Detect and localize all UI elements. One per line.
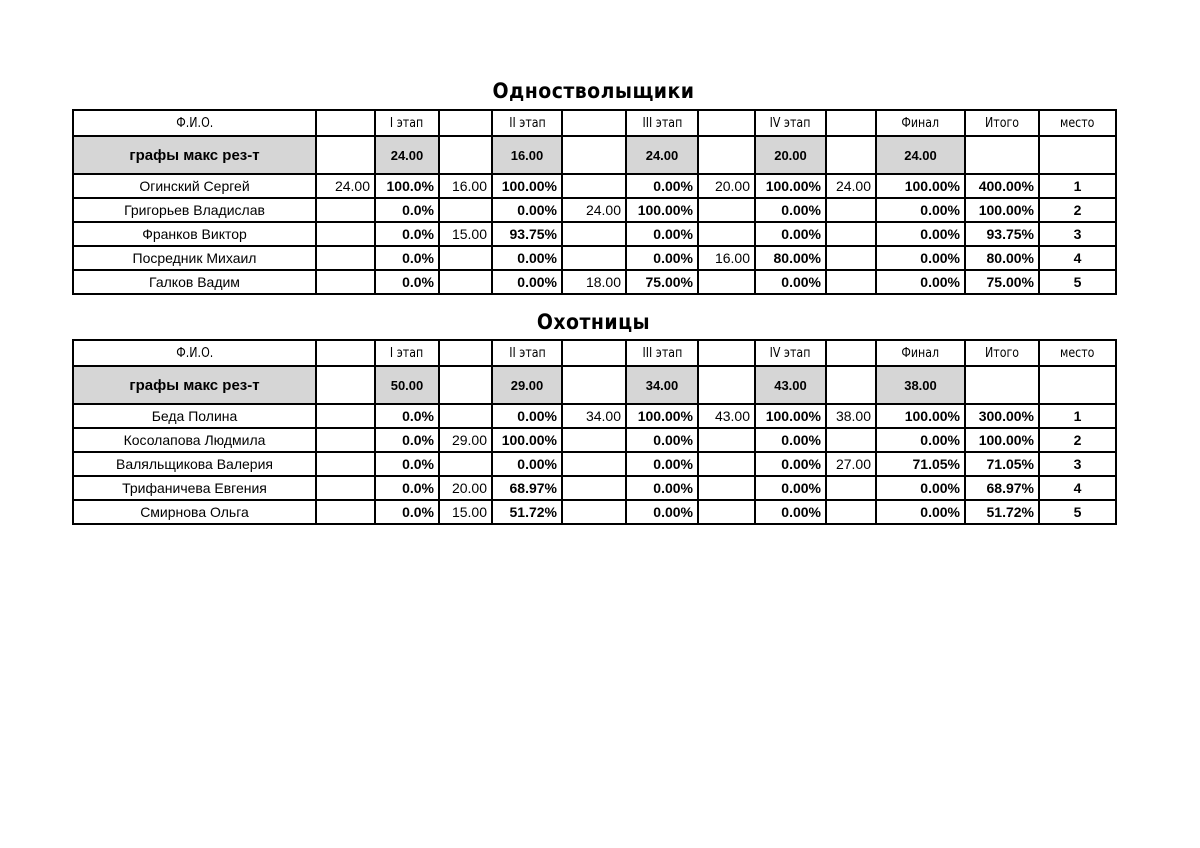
col-header-blank — [698, 340, 755, 366]
col-header-blank — [826, 110, 876, 136]
place-value: 4 — [1039, 476, 1116, 500]
stage2-score: 16.00 — [439, 174, 492, 198]
stage1-percent: 0.0% — [375, 404, 439, 428]
final-percent: 71.05% — [876, 452, 965, 476]
max-result-blank — [316, 366, 375, 404]
final-score — [826, 270, 876, 294]
final-percent: 0.00% — [876, 270, 965, 294]
col-header-blank — [316, 340, 375, 366]
stage4-score — [698, 476, 755, 500]
stage3-percent: 0.00% — [626, 428, 698, 452]
participant-row — [73, 198, 1116, 222]
stage1-percent: 0.0% — [375, 500, 439, 524]
participant-name: Смирнова Ольга — [73, 500, 316, 524]
final-percent: 100.00% — [876, 404, 965, 428]
stage2-score — [439, 404, 492, 428]
col-header-total-label: Итого — [984, 115, 1020, 131]
col-header-blank — [698, 110, 755, 136]
stage4-score — [698, 500, 755, 524]
col-header-place — [1039, 110, 1116, 136]
stage1-score — [316, 452, 375, 476]
stage4-score — [698, 198, 755, 222]
stage3-percent: 0.00% — [626, 246, 698, 270]
place-value: 5 — [1039, 270, 1116, 294]
results-table-single-barrel — [72, 109, 1117, 295]
max-result-value: 43.00 — [755, 366, 826, 404]
col-header-stage3-label: III этап — [642, 115, 682, 131]
col-header-blank — [439, 110, 492, 136]
participant-name: Огинский Сергей — [73, 174, 316, 198]
stage3-score — [562, 174, 626, 198]
stage1-score — [316, 428, 375, 452]
max-result-value: 24.00 — [876, 136, 965, 174]
participant-name: Галков Вадим — [73, 270, 316, 294]
col-header-stage4 — [755, 340, 826, 366]
stage3-percent: 100.00% — [626, 198, 698, 222]
stage1-percent: 0.0% — [375, 452, 439, 476]
col-header-blank — [826, 340, 876, 366]
max-result-row — [73, 366, 1116, 404]
stage4-score — [698, 270, 755, 294]
max-result-blank — [826, 366, 876, 404]
stage4-score: 43.00 — [698, 404, 755, 428]
max-result-blank — [698, 366, 755, 404]
final-score: 27.00 — [826, 452, 876, 476]
participant-row — [73, 174, 1116, 198]
participant-name: Трифаничева Евгения — [73, 476, 316, 500]
col-header-blank — [316, 110, 375, 136]
final-percent: 0.00% — [876, 198, 965, 222]
stage1-percent: 0.0% — [375, 476, 439, 500]
final-percent: 100.00% — [876, 174, 965, 198]
stage1-score — [316, 404, 375, 428]
col-header-fio — [73, 110, 316, 136]
stage4-percent: 100.00% — [755, 404, 826, 428]
col-header-fio-label: Ф.И.О. — [175, 345, 213, 361]
max-result-value: 34.00 — [626, 366, 698, 404]
max-result-value: 29.00 — [492, 366, 562, 404]
max-result-blank — [965, 366, 1039, 404]
final-score — [826, 500, 876, 524]
section-title-huntresses: Охотницы — [536, 310, 651, 334]
place-value: 3 — [1039, 452, 1116, 476]
place-value: 2 — [1039, 428, 1116, 452]
stage2-percent: 0.00% — [492, 270, 562, 294]
final-score — [826, 428, 876, 452]
col-header-total — [965, 110, 1039, 136]
stage2-score: 15.00 — [439, 222, 492, 246]
stage2-score: 29.00 — [439, 428, 492, 452]
stage3-score: 24.00 — [562, 198, 626, 222]
col-header-stage3 — [626, 340, 698, 366]
max-result-value: 20.00 — [755, 136, 826, 174]
final-score — [826, 222, 876, 246]
col-header-stage2-label: II этап — [508, 345, 546, 361]
participant-name: Франков Виктор — [73, 222, 316, 246]
stage4-percent: 0.00% — [755, 476, 826, 500]
col-header-stage4-label: IV этап — [770, 115, 811, 131]
stage1-percent: 0.0% — [375, 246, 439, 270]
col-header-stage3-label: III этап — [642, 345, 682, 361]
place-value: 1 — [1039, 404, 1116, 428]
max-result-value: 38.00 — [876, 366, 965, 404]
col-header-place-label: место — [1060, 115, 1095, 131]
max-result-blank — [562, 366, 626, 404]
final-score — [826, 476, 876, 500]
stage3-percent: 0.00% — [626, 500, 698, 524]
header-row — [73, 340, 1116, 366]
stage4-percent: 0.00% — [755, 500, 826, 524]
total-percent: 68.97% — [965, 476, 1039, 500]
stage3-percent: 0.00% — [626, 222, 698, 246]
max-result-blank — [1039, 366, 1116, 404]
final-score: 38.00 — [826, 404, 876, 428]
final-percent: 0.00% — [876, 222, 965, 246]
stage3-percent: 75.00% — [626, 270, 698, 294]
final-percent: 0.00% — [876, 246, 965, 270]
col-header-stage1 — [375, 340, 439, 366]
stage2-score — [439, 270, 492, 294]
stage1-percent: 0.0% — [375, 270, 439, 294]
stage2-percent: 0.00% — [492, 198, 562, 222]
stage3-score — [562, 500, 626, 524]
section-title-single-barrel: Одностволыщики — [492, 79, 695, 103]
col-header-stage1-label: I этап — [390, 345, 424, 361]
stage4-percent: 0.00% — [755, 428, 826, 452]
total-percent: 300.00% — [965, 404, 1039, 428]
stage4-percent: 80.00% — [755, 246, 826, 270]
stage2-percent: 100.00% — [492, 428, 562, 452]
max-result-blank — [316, 136, 375, 174]
stage4-score — [698, 428, 755, 452]
participant-row — [73, 500, 1116, 524]
participant-row — [73, 452, 1116, 476]
stage1-score — [316, 198, 375, 222]
stage3-score — [562, 246, 626, 270]
total-percent: 71.05% — [965, 452, 1039, 476]
total-percent: 80.00% — [965, 246, 1039, 270]
col-header-stage4-label: IV этап — [770, 345, 811, 361]
stage3-percent: 0.00% — [626, 476, 698, 500]
stage4-percent: 0.00% — [755, 452, 826, 476]
stage2-percent: 51.72% — [492, 500, 562, 524]
participant-row — [73, 246, 1116, 270]
col-header-fio-label: Ф.И.О. — [175, 115, 213, 131]
stage1-score — [316, 500, 375, 524]
stage1-score — [316, 222, 375, 246]
place-value: 4 — [1039, 246, 1116, 270]
total-percent: 100.00% — [965, 198, 1039, 222]
max-result-value: 50.00 — [375, 366, 439, 404]
total-percent: 51.72% — [965, 500, 1039, 524]
total-percent: 400.00% — [965, 174, 1039, 198]
stage3-score: 18.00 — [562, 270, 626, 294]
stage3-percent: 100.00% — [626, 404, 698, 428]
col-header-stage4 — [755, 110, 826, 136]
participant-row — [73, 222, 1116, 246]
max-result-blank — [698, 136, 755, 174]
participant-name: Валяльщикова Валерия — [73, 452, 316, 476]
participant-row — [73, 404, 1116, 428]
total-percent: 93.75% — [965, 222, 1039, 246]
col-header-stage3 — [626, 110, 698, 136]
col-header-stage2 — [492, 340, 562, 366]
stage4-percent: 0.00% — [755, 198, 826, 222]
final-percent: 0.00% — [876, 476, 965, 500]
stage3-score — [562, 476, 626, 500]
stage2-percent: 93.75% — [492, 222, 562, 246]
col-header-place-label: место — [1060, 345, 1095, 361]
place-value: 3 — [1039, 222, 1116, 246]
participant-name: Косолапова Людмила — [73, 428, 316, 452]
final-percent: 0.00% — [876, 428, 965, 452]
col-header-place — [1039, 340, 1116, 366]
total-percent: 100.00% — [965, 428, 1039, 452]
place-value: 2 — [1039, 198, 1116, 222]
final-percent: 0.00% — [876, 500, 965, 524]
final-score — [826, 198, 876, 222]
stage1-score: 24.00 — [316, 174, 375, 198]
stage4-score: 16.00 — [698, 246, 755, 270]
header-row — [73, 110, 1116, 136]
stage2-score — [439, 246, 492, 270]
stage4-score — [698, 452, 755, 476]
stage1-score — [316, 476, 375, 500]
participant-name: Григорьев Владислав — [73, 198, 316, 222]
stage2-percent: 100.00% — [492, 174, 562, 198]
max-result-label: графы макс рез-т — [73, 366, 316, 404]
stage4-score: 20.00 — [698, 174, 755, 198]
max-result-blank — [826, 136, 876, 174]
stage3-score — [562, 452, 626, 476]
stage3-percent: 0.00% — [626, 174, 698, 198]
max-result-value: 24.00 — [375, 136, 439, 174]
stage3-score — [562, 428, 626, 452]
max-result-blank — [439, 136, 492, 174]
place-value: 5 — [1039, 500, 1116, 524]
stage1-percent: 0.0% — [375, 222, 439, 246]
col-header-final — [876, 340, 965, 366]
max-result-blank — [562, 136, 626, 174]
stage2-percent: 0.00% — [492, 246, 562, 270]
stage2-percent: 0.00% — [492, 404, 562, 428]
stage1-percent: 0.0% — [375, 428, 439, 452]
stage3-score — [562, 222, 626, 246]
stage4-percent: 100.00% — [755, 174, 826, 198]
participant-name: Посредник Михаил — [73, 246, 316, 270]
stage1-score — [316, 270, 375, 294]
stage2-score: 20.00 — [439, 476, 492, 500]
col-header-blank — [439, 340, 492, 366]
stage2-percent: 0.00% — [492, 452, 562, 476]
col-header-stage2-label: II этап — [508, 115, 546, 131]
stage2-score: 15.00 — [439, 500, 492, 524]
max-result-value: 24.00 — [626, 136, 698, 174]
stage2-percent: 68.97% — [492, 476, 562, 500]
max-result-blank — [439, 366, 492, 404]
stage1-percent: 0.0% — [375, 198, 439, 222]
stage3-percent: 0.00% — [626, 452, 698, 476]
stage2-score — [439, 198, 492, 222]
participant-row — [73, 428, 1116, 452]
col-header-final-label: Финал — [901, 345, 940, 361]
col-header-stage1-label: I этап — [390, 115, 424, 131]
col-header-blank — [562, 110, 626, 136]
col-header-final — [876, 110, 965, 136]
results-table-huntresses — [72, 339, 1117, 525]
col-header-final-label: Финал — [901, 115, 940, 131]
col-header-total-label: Итого — [984, 345, 1020, 361]
stage1-score — [316, 246, 375, 270]
stage4-percent: 0.00% — [755, 222, 826, 246]
max-result-row — [73, 136, 1116, 174]
max-result-value: 16.00 — [492, 136, 562, 174]
max-result-blank — [1039, 136, 1116, 174]
col-header-total — [965, 340, 1039, 366]
stage1-percent: 100.0% — [375, 174, 439, 198]
total-percent: 75.00% — [965, 270, 1039, 294]
participant-name: Беда Полина — [73, 404, 316, 428]
col-header-stage1 — [375, 110, 439, 136]
stage4-score — [698, 222, 755, 246]
stage3-score: 34.00 — [562, 404, 626, 428]
final-score: 24.00 — [826, 174, 876, 198]
col-header-stage2 — [492, 110, 562, 136]
participant-row — [73, 270, 1116, 294]
stage2-score — [439, 452, 492, 476]
max-result-label: графы макс рез-т — [73, 136, 316, 174]
final-score — [826, 246, 876, 270]
place-value: 1 — [1039, 174, 1116, 198]
max-result-blank — [965, 136, 1039, 174]
stage4-percent: 0.00% — [755, 270, 826, 294]
participant-row — [73, 476, 1116, 500]
col-header-blank — [562, 340, 626, 366]
col-header-fio — [73, 340, 316, 366]
